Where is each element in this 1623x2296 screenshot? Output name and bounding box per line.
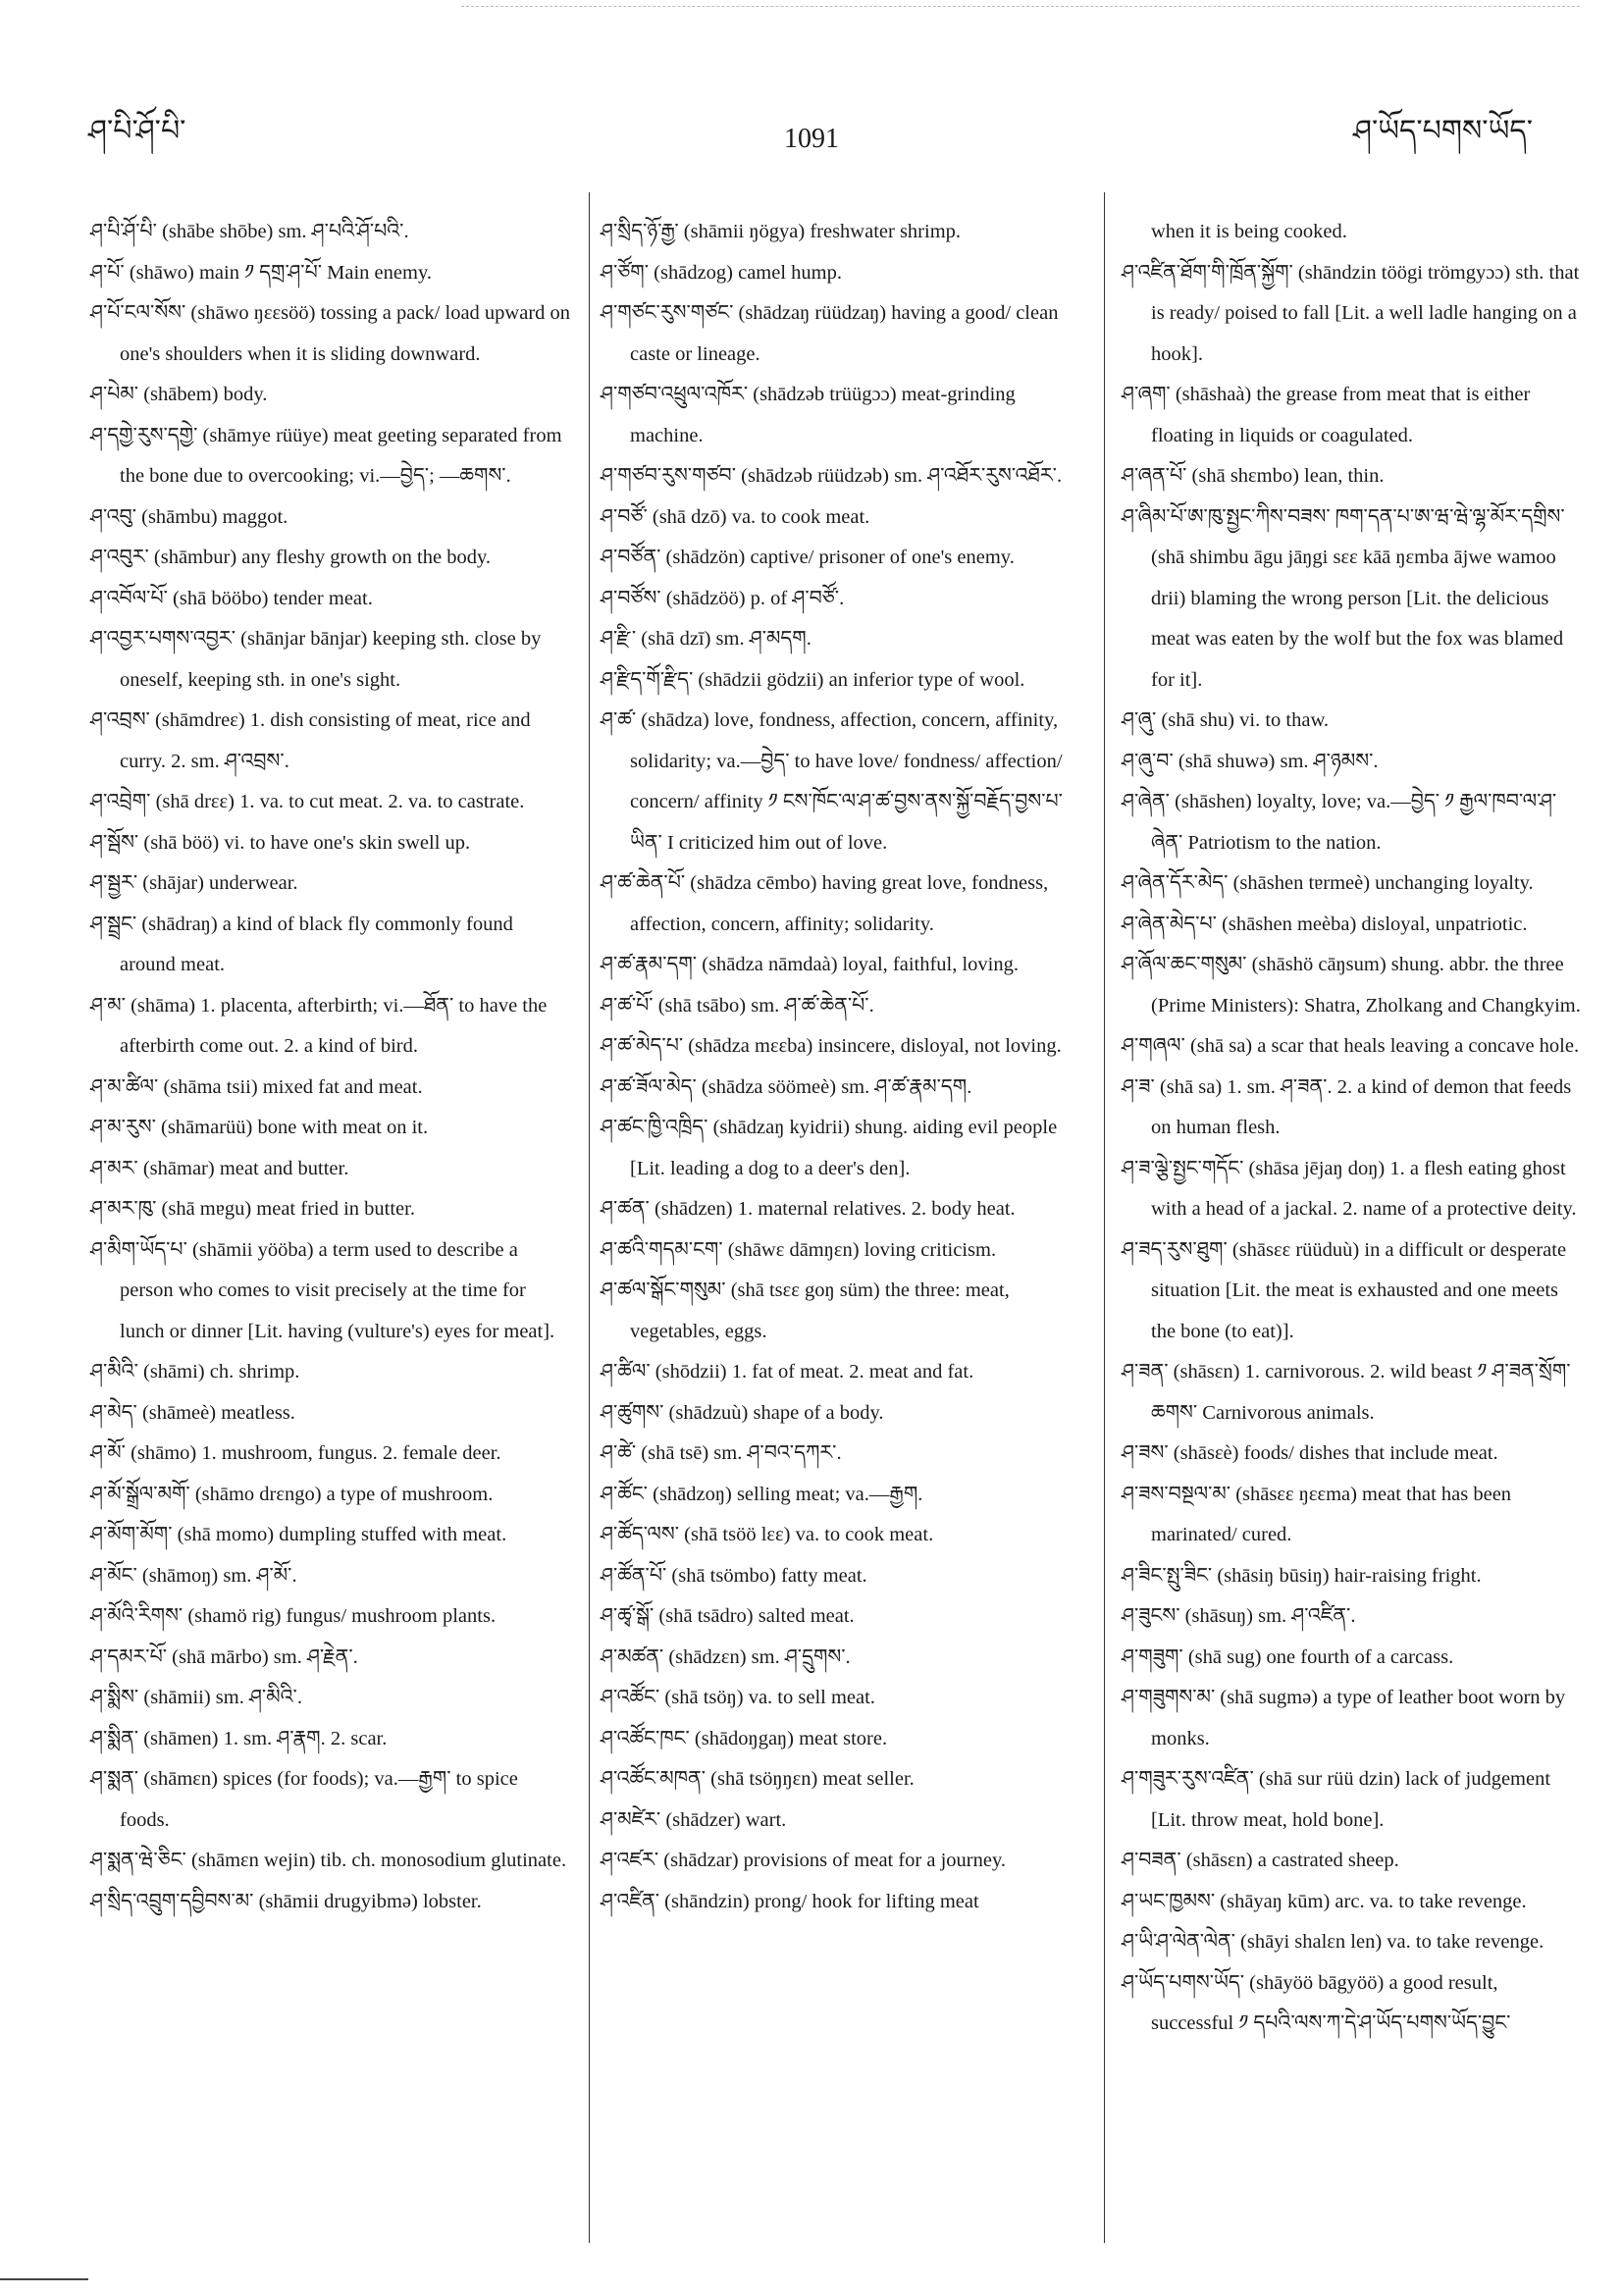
- dictionary-entry: ཤ་ཚ་པོ་ (shā tsābo) sm. ཤ་ཚ་ཆེན་པོ་.: [601, 994, 874, 1017]
- dictionary-entry: ཤ་འབྲེག་ (shā drɛɛ) 1. va. to cut meat. 2. va. to castrate.: [90, 791, 525, 812]
- dictionary-column-2: [601, 212, 1070, 1922]
- dictionary-entry: ཤ་རྫི་ (shā dzī) sm. ཤ་མདག.: [601, 628, 812, 650]
- dictionary-entry: ཤ་འབུར་ (shāmbur) any fleshy growth on the body.: [90, 547, 492, 568]
- dictionary-entry: ཤ་མ་ (shāma) 1. placenta, afterbirth; vi.—ཐོན་ to have the afterbirth come out. 2. a kind of bird.: [90, 994, 548, 1057]
- dictionary-entry: ཤ་གཞལ་ (shā sa) a scar that heals leaving a concave hole.: [1122, 1035, 1580, 1057]
- dictionary-entry: ཤ་དམར་པོ་ (shā mārbo) sm. ཤ་རྗེན་.: [90, 1645, 358, 1668]
- dictionary-entry: ཤ་བཙོས་ (shādzöö) p. of ཤ་བཙོ་.: [601, 587, 845, 609]
- dictionary-entry: ཤ་མིའི་ (shāmi) ch. shrimp.: [90, 1361, 300, 1383]
- dictionary-entry: ཤ་མོ་སྒྲོལ་མགོ་ (shāmo drɛngo) a type of mushroom.: [90, 1483, 494, 1505]
- dictionary-entry: ཤ་སྦོས་ (shā böö) vi. to have one's skin swell up.: [90, 831, 471, 854]
- dictionary-entry: ཤ་འབྱར་པགས་འབྱར་ (shānjar bānjar) keeping sth. close by oneself, keeping sth. in one's sight.: [90, 628, 542, 691]
- guide-word-left: ཤ་པི་ཤོ་པི་: [88, 114, 186, 148]
- dictionary-entry: ཤ་ཚན་ (shādzen) 1. maternal relatives. 2. body heat.: [601, 1198, 1016, 1220]
- dictionary-entry: ཤ་མོག་མོག་ (shā momo) dumpling stuffed with meat.: [90, 1524, 507, 1545]
- dictionary-entry: ཤ་ཞག་ (shāshaà) the grease from meat that is either floating in liquids or coagulated.: [1122, 384, 1531, 446]
- dictionary-entry: ཤ་གཙབ་རུས་གཙབ་ (shādzəb rüüdzəb) sm. ཤ་འཐོར་རུས་འཐོར་.: [601, 465, 1063, 487]
- dictionary-entry: ཤ་གཙང་རུས་གཙང་ (shādzaŋ rüüdzaŋ) having a good/ clean caste or lineage.: [601, 302, 1059, 365]
- dictionary-entry: ཤ་ཚ་རྣམ་དག་ (shādza nāmdaà) loyal, faithful, loving.: [601, 954, 1020, 975]
- dictionary-entry: ཤ་སྨན་ (shāmɛn) spices (for foods); va.—རྒྱག་ to spice foods.: [90, 1768, 518, 1831]
- dictionary-entry: ཤ་བཙོན་ (shādzön) captive/ prisoner of one's enemy.: [601, 547, 1015, 568]
- dictionary-entry: ཤ་སྦྲང་ (shādraŋ) a kind of black fly commonly found around meat.: [90, 913, 513, 975]
- dictionary-column-1: [90, 212, 571, 1922]
- dictionary-entry: ཤ་ཙོག་ (shādzog) camel hump.: [601, 261, 842, 284]
- dictionary-entry: ཤ་མོང་ (shāmoŋ) sm. ཤ་མོ་.: [90, 1564, 297, 1587]
- dictionary-entry: ཤ་ཚའི་གདམ་ངག་ (shāwɛ dāmŋɛn) loving criticism.: [601, 1238, 997, 1261]
- dictionary-entry: ཤ་དགྱེ་རུས་དགྱེ་ (shāmye rüüye) meat geeting separated from the bone due to overcooking; vi.—བྱེད་; —ཆགས་.: [90, 424, 562, 487]
- page-number: 1091: [784, 124, 839, 154]
- dictionary-entry: ཤ་ཞེན་མེད་པ་ (shāshen meèba) disloyal, unpatriotic.: [1122, 913, 1528, 935]
- dictionary-entry: ཤ་ཡང་ཁྱམས་ (shāyaŋ kūm) arc. va. to take revenge.: [1122, 1890, 1527, 1912]
- dictionary-entry: ཤ་འབུ་ (shāmbu) maggot.: [90, 505, 288, 528]
- dictionary-entry: ཤ་སྨིན་ (shāmen) 1. sm. ཤ་རྣག. 2. scar.: [90, 1727, 388, 1749]
- dictionary-entry: ཤ་འཛར་ (shādzar) provisions of meat for a journey.: [601, 1850, 1007, 1871]
- dictionary-entry: ཤ་ཚོན་པོ་ (shā tsömbo) fatty meat.: [601, 1564, 867, 1587]
- dictionary-entry: ཤ་ཟན་ (shāsɛn) 1. carnivorous. 2. wild beast ༡ ཤ་ཟན་སྲོག་ཆགས་ Carnivorous animals.: [1122, 1361, 1571, 1424]
- column-divider: [1104, 192, 1105, 2243]
- dictionary-entry: ཤ་ཚང་ཁྱི་འཁྲིད་ (shādzaŋ kyidrii) shung. aiding evil people [Lit. leading a dog to a deer's den].: [601, 1117, 1058, 1179]
- dictionary-entry: ཤ་པེམ་ (shābem) body.: [90, 384, 268, 405]
- dictionary-entry: ཤ་མོའི་རིགས་ (shamö rig) fungus/ mushroom plants.: [90, 1605, 497, 1627]
- dictionary-entry: ཤ་འཛིན་ (shāndzin) prong/ hook for lifting meat: [601, 1890, 979, 1912]
- dictionary-entry: ཤ་ཟ་ (shā sa) 1. sm. ཤ་ཟན་. 2. a kind of demon that feeds on human flesh.: [1122, 1075, 1572, 1138]
- dictionary-entry: ཤ་པི་ཤོ་པི་ (shābe shōbe) sm. ཤ་པའི་ཤོ་པའི་.: [90, 221, 409, 242]
- dictionary-entry: ཤ་འཚོང་ཁང་ (shādoŋgaŋ) meat store.: [601, 1727, 888, 1749]
- dictionary-entry: ཤ་ཚོད་ལས་ (shā tsöö lɛɛ) va. to cook meat.: [601, 1524, 934, 1545]
- dictionary-entry: ཤ་པོ་ངལ་སོས་ (shāwo ŋɛɛsöö) tossing a pack/ load upward on one's shoulders when it is sliding downward.: [90, 302, 571, 365]
- dictionary-entry: ཤ་པོ་ (shāwo) main ༡ དགྲ་ཤ་པོ་ Main enemy.: [90, 261, 432, 284]
- dictionary-entry: ཤ་མར་ཁུ་ (shā mɐgu) meat fried in butter.: [90, 1198, 415, 1220]
- dictionary-entry: ཤ་ཟུངས་ (shāsuŋ) sm. ཤ་འཛིན་.: [1122, 1605, 1356, 1627]
- scan-bottom-edge: [0, 2278, 88, 2280]
- dictionary-entry: ཤ་སྨན་ཝེ་ཅིང་ (shāmɛn wejin) tib. ch. monosodium glutinate.: [90, 1850, 567, 1871]
- dictionary-entry: ཤ་ཟ་ལྕེ་སྤྱང་གདོང་ (shāsa jējaŋ doŋ) 1. a flesh eating ghost with a head of a jackal. 2. name of a protective deity.: [1122, 1157, 1577, 1220]
- dictionary-entry: ཤ་མིག་ཡོད་པ་ (shāmii yööba) a term used to describe a person who comes to visit precisely at the time for lunch or dinner [Lit. having (vulture's) eyes for meat].: [90, 1238, 555, 1342]
- dictionary-entry: ཤ་མ་རུས་ (shāmarüü) bone with meat on it.: [90, 1117, 429, 1138]
- dictionary-entry: ཤ་འབོལ་པོ་ (shā bööbo) tender meat.: [90, 587, 373, 609]
- dictionary-entry: ཤ་འབྲས་ (shāmdreɛ) 1. dish consisting of meat, rice and curry. 2. sm. ཤ་འབྲས་.: [90, 709, 531, 772]
- dictionary-entry: ཤ་ཚ་ཟོལ་མེད་ (shādza söömeè) sm. ཤ་ཚ་རྣམ་དག.: [601, 1075, 972, 1098]
- dictionary-entry: ཤ་འཚོང་ (shā tsöŋ) va. to sell meat.: [601, 1687, 875, 1708]
- dictionary-entry: when it is being cooked.: [1151, 221, 1347, 242]
- dictionary-entry: ཤ་གཙབ་འཕྲུལ་འཁོར་ (shādzəb trüügɔɔ) meat-grinding machine.: [601, 384, 1016, 446]
- dictionary-entry: ཤ་ཚིལ་ (shōdzii) 1. fat of meat. 2. meat and fat.: [601, 1361, 974, 1383]
- dictionary-entry: ཤ་འཛིན་ཐོག་གི་ཁྲོན་སྐྱོག་ (shāndzin töögi trömgyɔɔ) sth. that is ready/ poised to fall [Lit. a well ladle hanging on a hook].: [1122, 261, 1580, 365]
- dictionary-entry: ཤ་མེད་ (shāmeè) meatless.: [90, 1401, 295, 1424]
- column-divider: [589, 192, 590, 2243]
- dictionary-entry: ཤ་ཚུགས་ (shādzuù) shape of a body.: [601, 1401, 884, 1424]
- dictionary-entry: ཤ་ཚོང་ (shādzoŋ) selling meat; va.—རྒྱག.: [601, 1483, 923, 1505]
- dictionary-entry: ཤ་འཚོང་མཁན་ (shā tsöŋŋɛn) meat seller.: [601, 1768, 915, 1790]
- dictionary-entry: ཤ་ཞིམ་པོ་ཨ་ཁུ་སྤྱང་ཀིས་བཟས་ ཁག་དན་པ་ཨ་ཝ་ཝེ་ལྷ་མོར་དགྲིས་ (shā shimbu āgu jāŋgi sɛɛ kāā ŋɛmba ājwe wamoo drii) blaming the wrong person [Lit. the delicious meat was eaten by the wolf but the fox was blamed for it].: [1122, 505, 1565, 691]
- dictionary-entry: ཤ་སྲིད་འབྲུག་དབྱིབས་མ་ (shāmii drugyibmə) lobster.: [90, 1890, 482, 1912]
- dictionary-entry: ཤ་ཡི་ཤ་ལེན་ལེན་ (shāyi shalɛn len) va. to take revenge.: [1122, 1931, 1544, 1953]
- dictionary-entry: ཤ་གཟུར་རུས་འཛིན་ (shā sur rüü dzin) lack of judgement [Lit. throw meat, hold bone].: [1122, 1768, 1551, 1831]
- dictionary-entry: ཤ་བཟན་ (shāsɛn) a castrated sheep.: [1122, 1850, 1399, 1871]
- dictionary-entry: ཤ་མཛེར་ (shādzer) wart.: [601, 1808, 787, 1831]
- dictionary-entry: ཤ་ཟས་བསྔལ་མ་ (shāsɛɛ ŋɛɛma) meat that has been marinated/ cured.: [1122, 1483, 1512, 1545]
- dictionary-entry: ཤ་ཚ་ཆེན་པོ་ (shādza cēmbo) having great love, fondness, affection, concern, affinity; solidarity.: [601, 872, 1049, 935]
- dictionary-entry: ཤ་གཟུག་ (shā sug) one fourth of a carcass.: [1122, 1645, 1454, 1668]
- dictionary-entry: ཤ་རྫིད་གོ་རྫིད་ (shādzii gödzii) an inferior type of wool.: [601, 668, 1025, 691]
- dictionary-entry: ཤ་ཚྭ་སྒོ་ (shā tsādro) salted meat.: [601, 1605, 855, 1627]
- dictionary-entry: ཤ་ཚ་མེད་པ་ (shādza mɛɛba) insincere, disloyal, not loving.: [601, 1035, 1062, 1057]
- dictionary-entry: ཤ་ཚལ་སྒོང་གསུམ་ (shā tsɛɛ goŋ süm) the three: meat, vegetables, eggs.: [601, 1279, 1010, 1342]
- scan-top-edge: [461, 6, 1580, 7]
- dictionary-entry: ཤ་ཡོད་པགས་ཡོད་ (shāyöö bāgyöö) a good result, successful ༡ དཔའི་ལས་ཀ་དེ་ཤ་ཡོད་པགས་ཡོད་བྱུང་: [1122, 1971, 1511, 2034]
- dictionary-entry: ཤ་ཞུ་ (shā shu) vi. to thaw.: [1122, 709, 1330, 731]
- dictionary-entry: ཤ་མོ་ (shāmo) 1. mushroom, fungus. 2. female deer.: [90, 1442, 501, 1464]
- dictionary-entry: ཤ་ཚེ་ (shā tsē) sm. ཤ་བའ་དཀར་.: [601, 1442, 842, 1464]
- dictionary-entry: ཤ་གཟུགས་མ་ (shā sugmə) a type of leather boot worn by monks.: [1122, 1687, 1566, 1749]
- dictionary-entry: ཤ་སྲིད་ཉོ་རྒྱ་ (shāmii ŋögya) freshwater shrimp.: [601, 221, 962, 242]
- dictionary-entry: ཤ་ཞོལ་ཆང་གསུམ་ (shāshö cāŋsum) shung. abbr. the three (Prime Ministers): Shatra, Zholkang and Changkyim.: [1122, 954, 1581, 1017]
- dictionary-entry: ཤ་ཞེན་ (shāshen) loyalty, love; va.—བྱེད་ ༡ རྒྱལ་ཁབ་ལ་ཤ་ཞེན་ Patriotism to the nation.: [1122, 791, 1557, 854]
- dictionary-entry: ཤ་མཚན་ (shādzɛn) sm. ཤ་དྲུགས་.: [601, 1645, 851, 1668]
- dictionary-entry: ཤ་སྨིས་ (shāmii) sm. ཤ་མིའི་.: [90, 1687, 302, 1708]
- dictionary-entry: ཤ་སྦྱར་ (shājar) underwear.: [90, 872, 298, 894]
- dictionary-entry: ཤ་ཞན་པོ་ (shā shɛmbo) lean, thin.: [1122, 465, 1385, 487]
- dictionary-entry: ཤ་བཙོ་ (shā dzō) va. to cook meat.: [601, 505, 870, 528]
- dictionary-entry: ཤ་ཚ་ (shādza) love, fondness, affection, concern, affinity, solidarity; va.—བྱེད་ to have love/ fondness/ affection/ concern/ affinity ༡ ངས་ཁོང་ལ་ཤ་ཚ་བྱས་ནས་སྐྱོ་བརྗོད་བྱས་པ་ཡིན་ I criticized him out of love.: [601, 709, 1063, 854]
- dictionary-entry: ཤ་མ་ཚིལ་ (shāma tsii) mixed fat and meat.: [90, 1075, 423, 1098]
- dictionary-entry: ཤ་ཞེན་དོར་མེད་ (shāshen tɐrmeè) unchanging loyalty.: [1122, 872, 1534, 894]
- dictionary-column-3: [1122, 212, 1583, 2045]
- dictionary-entry: ཤ་ཟས་ (shāsɛè) foods/ dishes that include meat.: [1122, 1442, 1498, 1464]
- guide-word-right: ཤ་ཡོད་པགས་ཡོད་: [1353, 114, 1533, 148]
- dictionary-entry: ཤ་ཟིང་སྤུ་ཟིང་ (shāsiŋ būsiŋ) hair-raising fright.: [1122, 1564, 1482, 1587]
- dictionary-entry: ཤ་ཟད་རུས་ཐུག་ (shāsɛɛ rüüduù) in a difficult or desperate situation [Lit. the meat is exhausted and one meets the bone (to eat)].: [1122, 1238, 1567, 1342]
- dictionary-entry: ཤ་མར་ (shāmar) meat and butter.: [90, 1157, 349, 1179]
- dictionary-entry: ཤ་ཞུ་བ་ (shā shuwə) sm. ཤ་ཉམས་.: [1122, 750, 1379, 772]
